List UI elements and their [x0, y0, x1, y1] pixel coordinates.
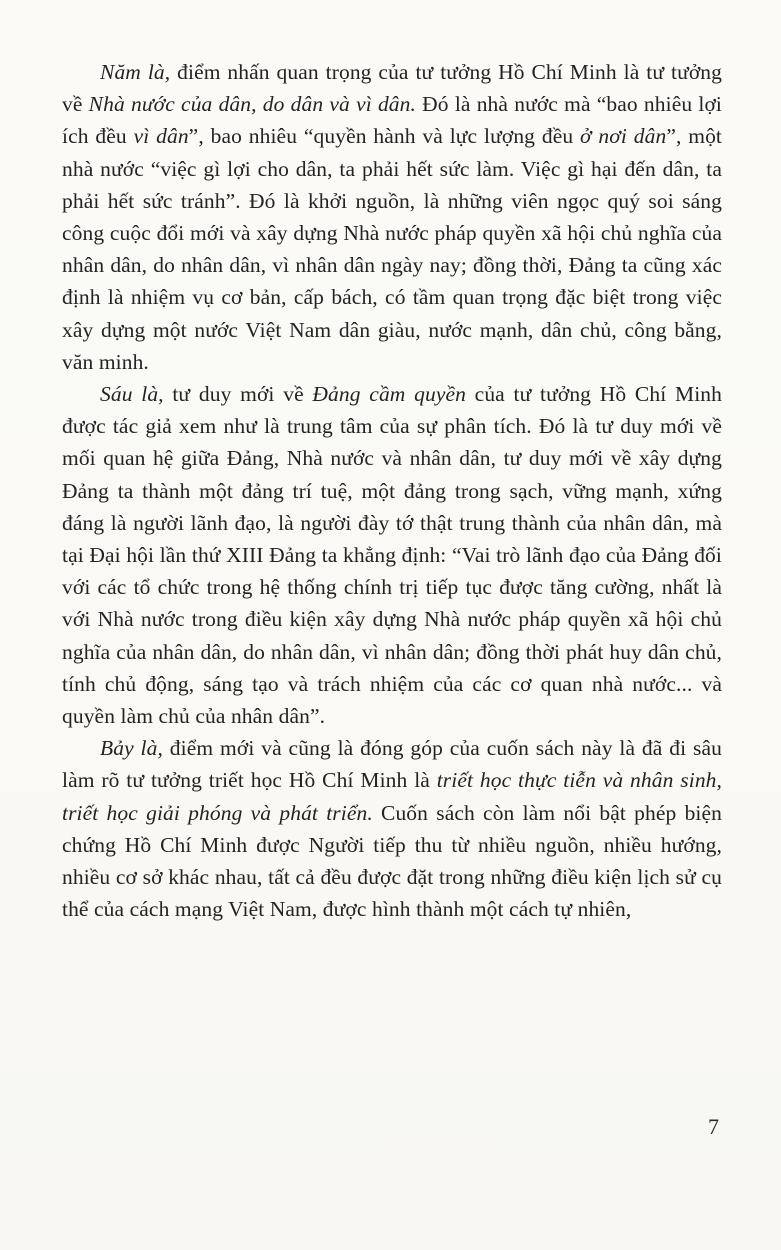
text-segment: điểm mới và cũng là đóng góp của cuốn sách này là đã đi sâu làm rõ tư tưởng triết học Hồ Chí Minh là: [62, 736, 722, 793]
emphasis-phrase: triết học thực tiễn và nhân sinh, triết học giải phóng và phát triển.: [62, 768, 722, 825]
text-segment: điểm nhấn quan trọng của tư tưởng Hồ Chí Minh là tư tưởng về: [62, 60, 722, 117]
paragraph-nam-la: [62, 56, 722, 378]
text-segment: ”, bao nhiêu “quyền hành và lực lượng đều: [188, 124, 581, 149]
emphasis-phrase: vì dân: [133, 124, 189, 149]
text-segment: ”, một nhà nước “việc gì lợi cho dân, ta phải hết sức làm. Việc gì hại đến dân, ta phải hết sức tránh”. Đó là khởi nguồn, là những viên ngọc quý soi sáng công cuộc đổi mới và xây dựng Nhà nước pháp quyền xã hội chủ nghĩa của nhân dân, do nhân dân, vì nhân dân ngày nay; đồng thời, Đảng ta cũng xác định là nhiệm vụ cơ bản, cấp bách, có tầm quan trọng đặc biệt trong việc xây dựng một nước Việt Nam dân giàu, nước mạnh, dân chủ, công bằng, văn minh.: [62, 124, 723, 374]
paragraph-bay-la: [62, 732, 722, 925]
text-segment: Cuốn sách còn làm nổi bật phép biện chứng Hồ Chí Minh được Người tiếp thu từ nhiều nguồn, nhiều hướng, nhiều cơ sở khác nhau, tất cả đều được đặt trong những điều kiện lịch sử cụ thể của cách mạng Việt Nam, được hình thành một cách tự nhiên,: [62, 800, 722, 922]
text-segment: Đó là nhà nước mà “bao nhiêu lợi ích đều: [62, 92, 722, 149]
emphasis-phrase: Nhà nước của dân, do dân và vì dân.: [88, 92, 416, 117]
text-segment: của tư tưởng Hồ Chí Minh được tác giả xem như là trung tâm của sự phân tích. Đó là tư duy mới về mối quan hệ giữa Đảng, Nhà nước và nhân dân, tư duy mới về xây dựng Đảng ta thành một đảng trí tuệ, một đảng trong sạch, vững mạnh, xứng đáng là người lãnh đạo, là người đày tớ thật trung thành của nhân dân, mà tại Đại hội lần thứ XIII Đảng ta khẳng định: “Vai trò lãnh đạo của Đảng đối với các tổ chức trong hệ thống chính trị tiếp tục được tăng cường, nhất là với Nhà nước trong điều kiện xây dựng Nhà nước pháp quyền xã hội chủ nghĩa của nhân dân, do nhân dân, vì nhân dân; đồng thời phát huy dân chủ, tính chủ động, sáng tạo và trách nhiệm của các cơ quan nhà nước... và quyền làm chủ của nhân dân”.: [62, 382, 722, 729]
text-segment: tư duy mới về: [163, 382, 313, 407]
lead-phrase: Bảy là,: [100, 736, 163, 761]
lead-phrase: Năm là,: [100, 60, 171, 84]
emphasis-phrase: Đảng cầm quyền: [312, 382, 466, 407]
paragraph-sau-la: [62, 378, 722, 732]
lead-phrase: Sáu là,: [100, 382, 164, 407]
page-number: 7: [708, 1114, 719, 1139]
text-block: [62, 56, 722, 925]
emphasis-phrase: ở nơi dân: [580, 124, 667, 149]
